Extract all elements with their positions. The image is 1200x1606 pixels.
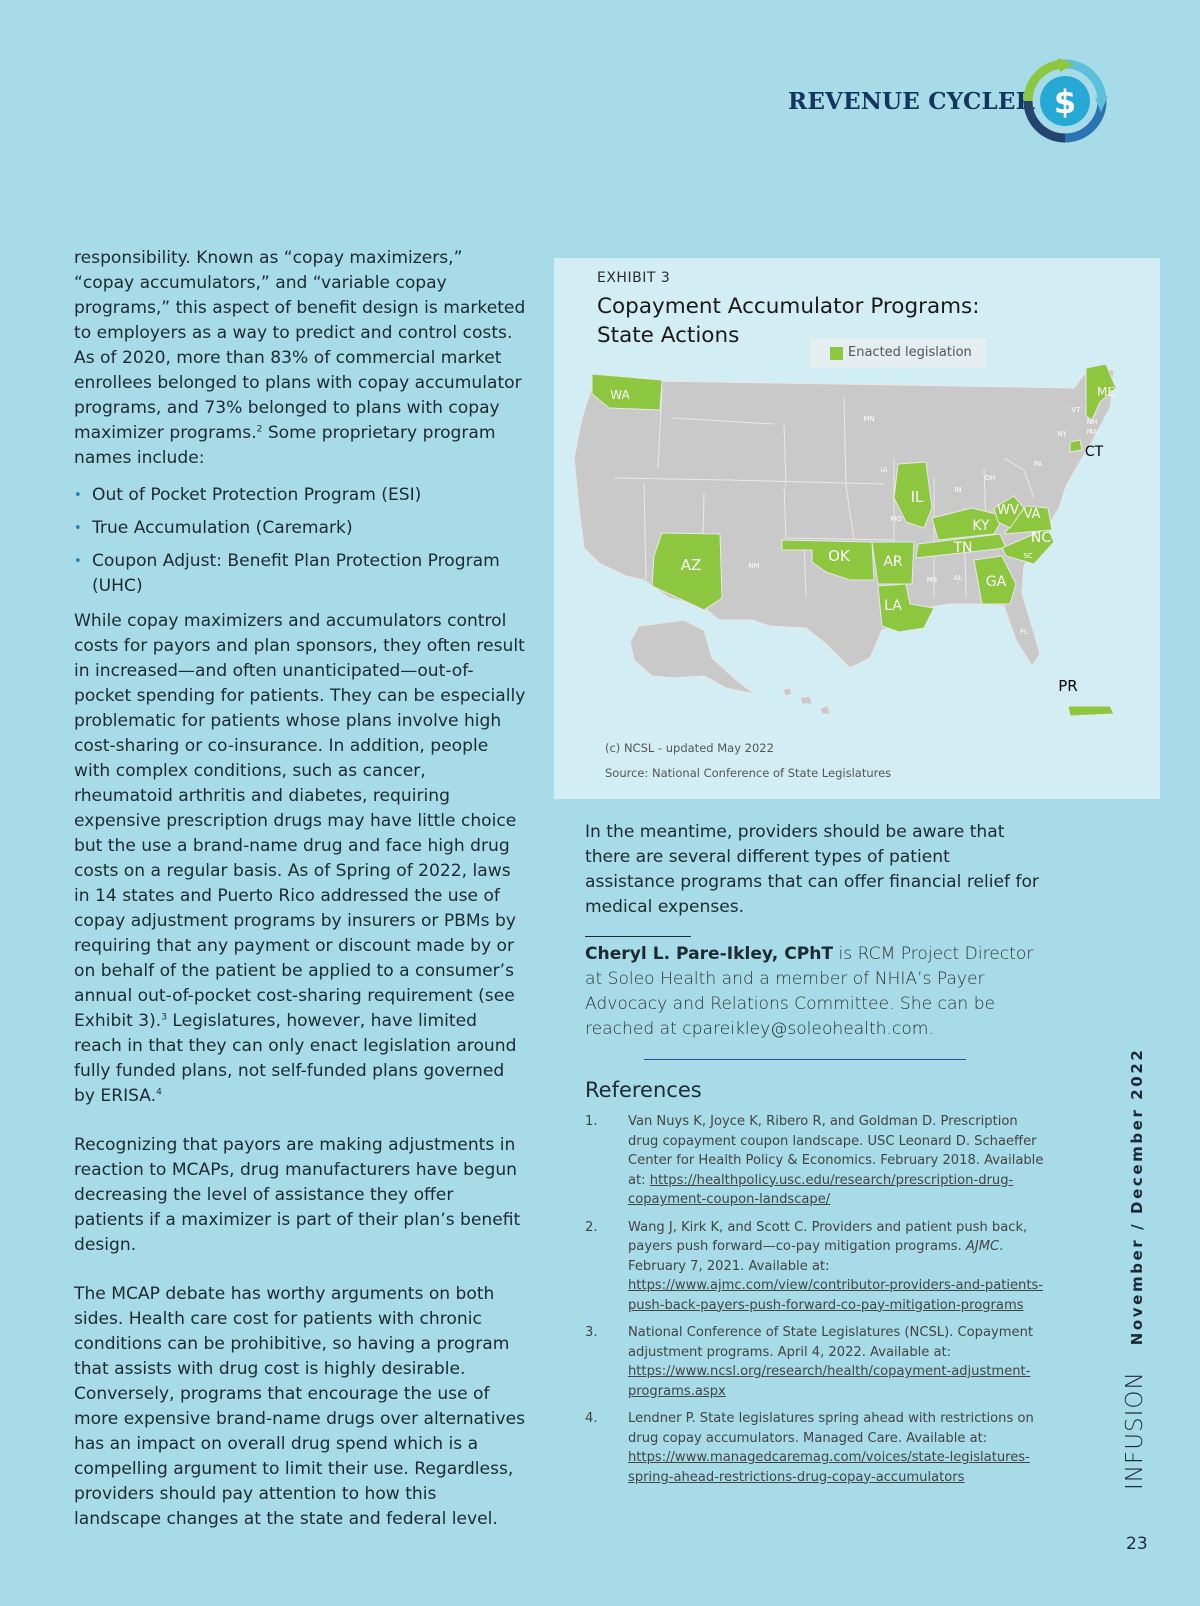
svg-text:$: $: [1053, 83, 1077, 121]
alaska-shape: [630, 620, 754, 694]
page-number: 23: [1126, 1534, 1148, 1554]
label-mn: MN: [863, 415, 875, 423]
list-item: • Out of Pocket Protection Program (ESI): [74, 485, 422, 505]
reference-link[interactable]: https://www.ncsl.org/research/health/copayment-adjustment-programs.aspx: [628, 1364, 1031, 1399]
author-bio: Cheryl L. Pare-Ikley, CPhT is RCM Project Director at Soleo Health and a member of NHIA’s Payer Advocacy and Relations Committee. She can be reached at cpareikley@soleohealth.com.: [585, 944, 1034, 1039]
brand-title: REVENUE CYCLER: [788, 88, 1035, 115]
label-mo: MO: [890, 515, 902, 523]
label-ky: KY: [972, 518, 990, 534]
us-state-map: [554, 358, 1160, 718]
magazine-name: INFUSION: [1122, 1371, 1148, 1490]
reference-item: 1. Van Nuys K, Joyce K, Ribero R, and Goldman D. Prescription drug copayment coupon landscape. USC Leonard D. Schaeffer Center for Health Policy & Economics. February 2018. Available at: https://healthpolicy.usc.edu/research/prescription-drug-copayment-coupon-landscape/: [585, 1114, 1044, 1207]
label-ok: OK: [828, 547, 850, 565]
references-list: [585, 1112, 1045, 1495]
label-tn: TN: [953, 540, 973, 556]
map-source: Source: National Conference of State Legislatures: [605, 766, 892, 780]
label-nh: NH: [1086, 418, 1098, 426]
label-nm: NM: [748, 562, 760, 570]
hawaii-shape: [782, 688, 830, 714]
label-la: LA: [884, 598, 902, 614]
label-ar: AR: [883, 554, 903, 570]
label-pr: PR: [1058, 677, 1078, 695]
label-al: AL: [953, 574, 963, 582]
reference-link[interactable]: https://www.managedcaremag.com/voices/state-legislatures-spring-ahead-restrictions-drug-copay-accumulators: [628, 1450, 1030, 1485]
label-ma: MA: [1086, 428, 1098, 436]
label-ga: GA: [985, 574, 1007, 590]
label-vt: VT: [1071, 406, 1081, 414]
reference-link[interactable]: https://healthpolicy.usc.edu/research/prescription-drug-copayment-coupon-landscape/: [628, 1172, 1014, 1207]
paragraph-manufacturers: Recognizing that payors are making adjustments in reaction to MCAPs, drug manufacturers have begun decreasing the level of assistance they offer patients if a maximizer is part of their plan’s benefit design.: [74, 1135, 521, 1255]
author-name: Cheryl L. Pare-Ikley, CPhT: [585, 944, 834, 964]
label-nc: NC: [1030, 530, 1052, 546]
label-ia: IA: [880, 466, 888, 474]
label-az: AZ: [680, 556, 702, 574]
state-pr: [1068, 706, 1114, 716]
list-item: • Coupon Adjust: Benefit Plan Protection Program (UHC): [74, 551, 500, 596]
label-me: ME: [1097, 385, 1115, 399]
references-divider: [644, 1059, 966, 1060]
paragraph-meantime: In the meantime, providers should be aware that there are several different types of patient assistance programs that can offer financial relief for medical expenses.: [585, 822, 1039, 917]
label-oh: OH: [984, 474, 996, 482]
paragraph-debate: The MCAP debate has worthy arguments on both sides. Health care cost for patients with chronic conditions can be prohibitive, so having a program that assists with drug cost is highly desirable. Conversely, programs that encourage the use of more expensive brand-name drugs over alternatives has an impact on overall drug spend which is a compelling argument to limit their use. Regardless, providers should pay attention to how this landscape changes at the state and federal level.: [74, 1284, 526, 1529]
exhibit-label: EXHIBIT 3: [597, 270, 671, 286]
reference-item: 2. Wang J, Kirk K, and Scott C. Providers and patient push back, payers push forward—co-pay mitigation programs. AJMC. February 7, 2021. Available at: https://www.ajmc.com/view/contributor-providers-and-patients-push-back-payers-push-forward-co-pay-mitigation-programs: [585, 1219, 1044, 1313]
label-ny: NY: [1057, 430, 1067, 438]
left-column: [74, 246, 526, 1544]
label-ct: CT: [1084, 444, 1104, 460]
issue-date: November / December 2022: [1128, 1047, 1146, 1346]
paragraph-intro: responsibility. Known as “copay maximizers,” “copay accumulators,” and “variable copay programs,” this aspect of benefit design is marketed to employers as a way to predict and control costs. As of 2020, more than 83% of commercial market enrollees belonged to plans with copay accumulator programs, and 73% belonged to plans with copay maximizer programs.$^2$ Some proprietary program names include:: [74, 248, 526, 468]
list-item: • True Accumulation (Caremark): [74, 518, 353, 538]
revenue-cycle-dollar-icon: [1022, 58, 1108, 144]
label-pa: PA: [1033, 460, 1043, 468]
paragraph-costs: While copay maximizers and accumulators control costs for payors and plan sponsors, they often result in increased—and often unanticipated—out-of-pocket spending for patients. They can be especially problematic for patients whose plans involve high cost-sharing or co-insurance. In addition, people with complex conditions, such as cancer, rheumatoid arthritis and diabetes, requiring expensive prescription drugs may have little choice but the use a brand-name drug and face high drug costs on a regular basis. As of Spring of 2022, laws in 14 states and Puerto Rico addressed the use of copay adjustment programs by insurers or PBMs by requiring that any payment or discount made by or on behalf of the patient be applied to a consumer’s annual out-of-pocket cost-sharing requirement (see Exhibit 3).$^3$ Legislatures, however, have limited reach in that they can only enact legislation around fully funded plans, not self-funded plans governed by ERISA.$^4$: [74, 611, 526, 1106]
label-wv: WV: [997, 503, 1019, 518]
label-fl: FL: [1020, 628, 1028, 636]
legend-label: Enacted legislation: [848, 345, 972, 360]
state-ct: [1070, 440, 1082, 452]
reference-item: 4. Lendner P. State legislatures spring ahead with restrictions on drug copay accumulators. Managed Care. Available at: https://www.managedcaremag.com/voices/state-legislatures-spring-ahead-restrictions-drug-copay-accumulators: [585, 1411, 1034, 1485]
program-list: [74, 483, 526, 599]
label-va: VA: [1023, 507, 1041, 522]
reference-item: 3. National Conference of State Legislatures (NCSL). Copayment adjustment programs. April 4, 2022. Available at: https://www.ncsl.org/research/health/copayment-adjustment-programs.aspx: [585, 1325, 1033, 1399]
exhibit-3-box: [554, 258, 1160, 799]
header: [780, 58, 1110, 144]
map-credit: (c) NCSL - updated May 2022: [605, 741, 774, 755]
label-il: IL: [910, 488, 924, 506]
reference-link[interactable]: https://www.ajmc.com/view/contributor-providers-and-patients-push-back-payers-push-forward-co-pay-mitigation-programs: [628, 1278, 1044, 1313]
author-email[interactable]: cpareikley@soleohealth.com: [682, 1019, 929, 1039]
label-in: IN: [954, 486, 962, 494]
bio-divider: [585, 936, 691, 937]
exhibit-title: Copayment Accumulator Programs: State Actions: [597, 294, 980, 348]
label-sc: SC: [1023, 552, 1033, 560]
label-wa: WA: [610, 388, 630, 402]
references-title: References: [585, 1078, 702, 1102]
label-ms: MS: [926, 576, 938, 584]
